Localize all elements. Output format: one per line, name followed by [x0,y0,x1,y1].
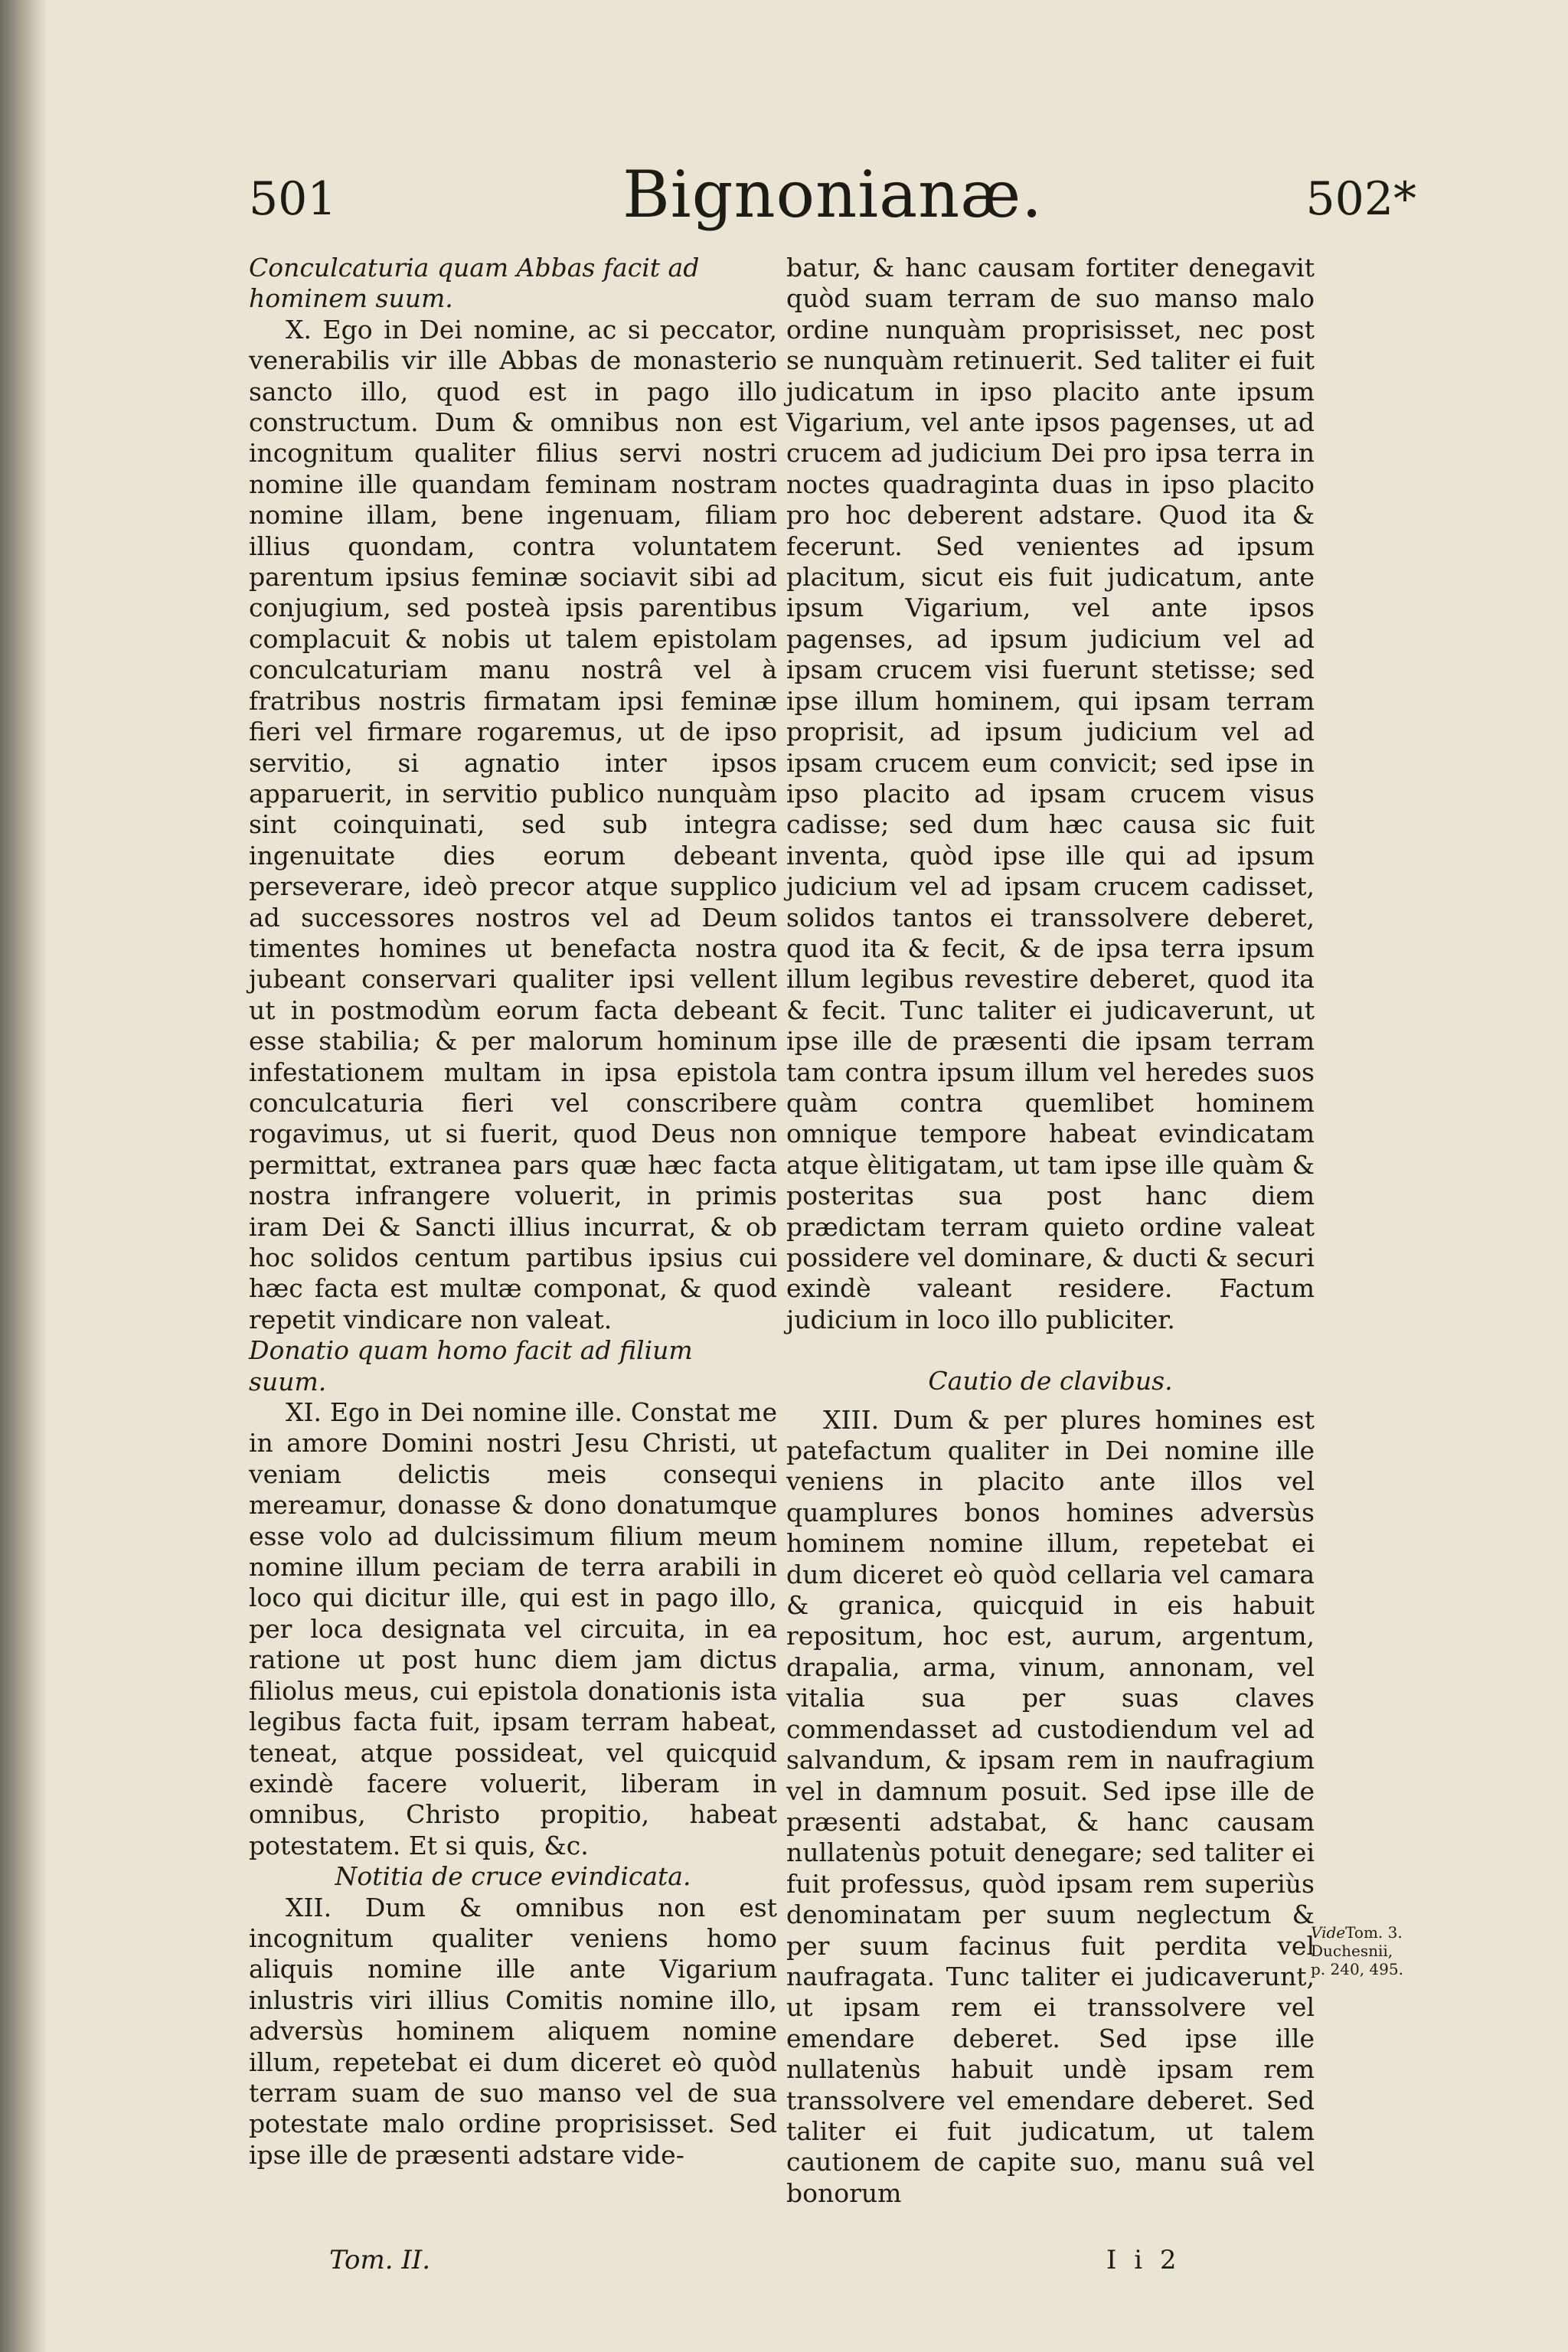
rubric-cautio: Cautio de clavibus. [928,1366,1173,1396]
paragraph-xi: XI. Ego in Dei nomine ille. Constat me in amore Domini nostri Jesu Christi, ut veniam delictis meis consequi mereamur, donasse & dono donatumque esse volo ad dulcissimum filium meum nomine illum peciam de terra arabili in loco qui dicitur ille, qui est in pago illo, per loca designata vel circuita, in ea ratione ut post hunc diem jam dictus filiolus meus, cui epistola donationis ista legibus facta fuit, ipsam terram habeat, teneat, atque possideat, vel quicquid exindè facere voluerit, liberam in omnibus, Christo propitio, habeat potestatem. Et si quis, &c. [249,1397,777,1860]
signature-mark-right: I i 2 [1106,2245,1181,2275]
running-title: Bignonianæ. [622,157,1043,232]
paragraph-xii-continued: batur, & hanc causam fortiter denegavit quòd suam terram de suo manso malo ordine nunquàm proprisisset, nec post se nunquàm retinuerit. Sed taliter ei fuit judicatum in ipso placito ante ipsum Vigarium, vel ante ipsos pagenses, ut ad crucem ad judicium Dei pro ipsa terra in noctes quadraginta duas in ipso placito pro hoc deberent adstare. Quod ita & fecerunt. Sed venientes ad ipsum placitum, sicut eis fuit judicatum, ante ipsum Vigarium, vel ante ipsos pagenses, ad ipsum judicium vel ad ipsam crucem visi fuerunt stetisse; sed ipse illum hominem, qui ipsam terram proprisit, ad ipsum judicium vel ad ipsam crucem eum convicit; sed ipse in ipso placito ad ipsam crucem visus cadisse; sed dum hæc causa sic fuit inventa, quòd ipse ille qui ad ipsum judicium vel ad ipsam crucem cadisset, solidos tantos ei transsolvere deberet, quod ita & fecit, & de ipsa terra ipsum illum legibus revestire deberet, quod ita & fecit. Tunc taliter ei judicaverunt, ut ipse ille de præsenti die ipsam terram tam contra ipsum illum vel heredes suos quàm contra quemlibet hominem omnique tempore habeat evindicatam atque èlitigatam, ut tam ipse ille quàm & posteritas sua post hanc diem prædictam terram quieto ordine valeat possidere vel dominare, & ducti & securi exindè valeant residere. Factum judicium in loco illo publiciter. [786,253,1315,1334]
rubric-donatio: Donatio quam homo facit ad filium suum. [249,1335,693,1396]
rubric-notitia: Notitia de cruce evindicata. [335,1861,691,1892]
marginal-ref-tom: Tom. 3. [1345,1923,1403,1942]
marginal-note [1311,1923,1426,1978]
marginal-vide: Vide [1311,1923,1346,1942]
page-header [249,157,1416,249]
left-column [249,253,777,2171]
page-number-right: 502* [1305,172,1416,226]
paragraph-x: X. Ego in Dei nomine, ac si peccator, venerabilis vir ille Abbas de monasterio sancto illo, quod est in pago illo constructum. Dum & omnibus non est incognitum qualiter filius servi nostri nomine ille quandam feminam nostram nomine illam, bene ingenuam, filiam illius quondam, contra voluntatem parentum ipsius feminæ sociavit sibi ad conjugium, sed posteà ipsis parentibus complacuit & nobis ut talem epistolam conculcaturiam manu nostrâ vel à fratribus nostris firmatam ipsi feminæ fieri vel firmare rogaremus, ut de ipso servitio, si agnatio inter ipsos apparuerit, in servitio publico nunquàm sint coinquinati, sed sub integra ingenuitate dies eorum debeant perseverare, ideò precor atque supplico ad successores nostros vel ad Deum timentes homines ut benefacta nostra jubeant conservari qualiter ipsi vellent ut in postmodùm eorum facta debeant esse stabilia; & per malorum hominum infestationem multam in ipsa epistola conculcaturia fieri vel conscribere rogavimus, ut si fuerit, quod Deus non permittat, extranea pars quæ hæc facta nostra infrangere voluerit, in primis iram Dei & Sancti illius incurrat, & ob hoc solidos centum partibus ipsius cui hæc facta est multæ componat, & quod repetit vindicare non valeat. [249,314,777,1334]
paragraph-xii: XII. Dum & omnibus non est incognitum qualiter veniens homo aliquis nomine ille ante Vigarium inlustris viri illius Comitis nomine illo, adversùs hominem aliquem nomine illum, repetebat ei dum diceret eò quòd terram suam de suo manso vel de sua potestate malo ordine proprisisset. Sed ipse ille de præsenti adstare vide- [249,1892,777,2170]
signature-mark-left: Tom. II. [329,2245,431,2275]
page-number-left: 501 [249,172,337,226]
rubric-conculcaturia: Conculcaturia quam Abbas facit ad hominem suum. [249,253,700,314]
section-gap [786,1397,1315,1405]
paragraph-xiii: XIII. Dum & per plures homines est patefactum qualiter in Dei nomine ille veniens in placito ante illos vel quamplures bonos homines adversùs hominem nomine illum, repetebat ei dum diceret eò quòd cellaria vel camara & granica, quicquid in eis habuit repositum, hoc est, aurum, argentum, drapalia, arma, vinum, annonam, vel vitalia sua per suas claves commendasset ad custodiendum vel ad salvandum, & ipsam rem in naufragium vel in damnum posuit. Sed ipse ille de præsenti adstabat, & hanc causam nullatenùs potuit denegare; sed taliter ei fuit professus, quòd ipsam rem superiùs denominatam per suum neglectum & per suum facinus fuit perdita vel naufragata. Tunc taliter ei judicaverunt, ut ipsam rem ei transsolvere vel emendare deberet. Sed ipse ille nullatenùs habuit undè ipsam rem transsolvere vel emendare deberet. Sed taliter ei fuit judicatum, ut talem cautionem de capite suo, manu suâ vel bonorum [786,1404,1315,2208]
marginal-ref-pages: p. 240, 495. [1311,1960,1403,1978]
marginal-ref-duchesnii: Duchesnii, [1311,1942,1393,1960]
right-column [786,253,1315,2209]
section-gap [786,1335,1315,1366]
book-binding-shadow [0,0,47,2352]
